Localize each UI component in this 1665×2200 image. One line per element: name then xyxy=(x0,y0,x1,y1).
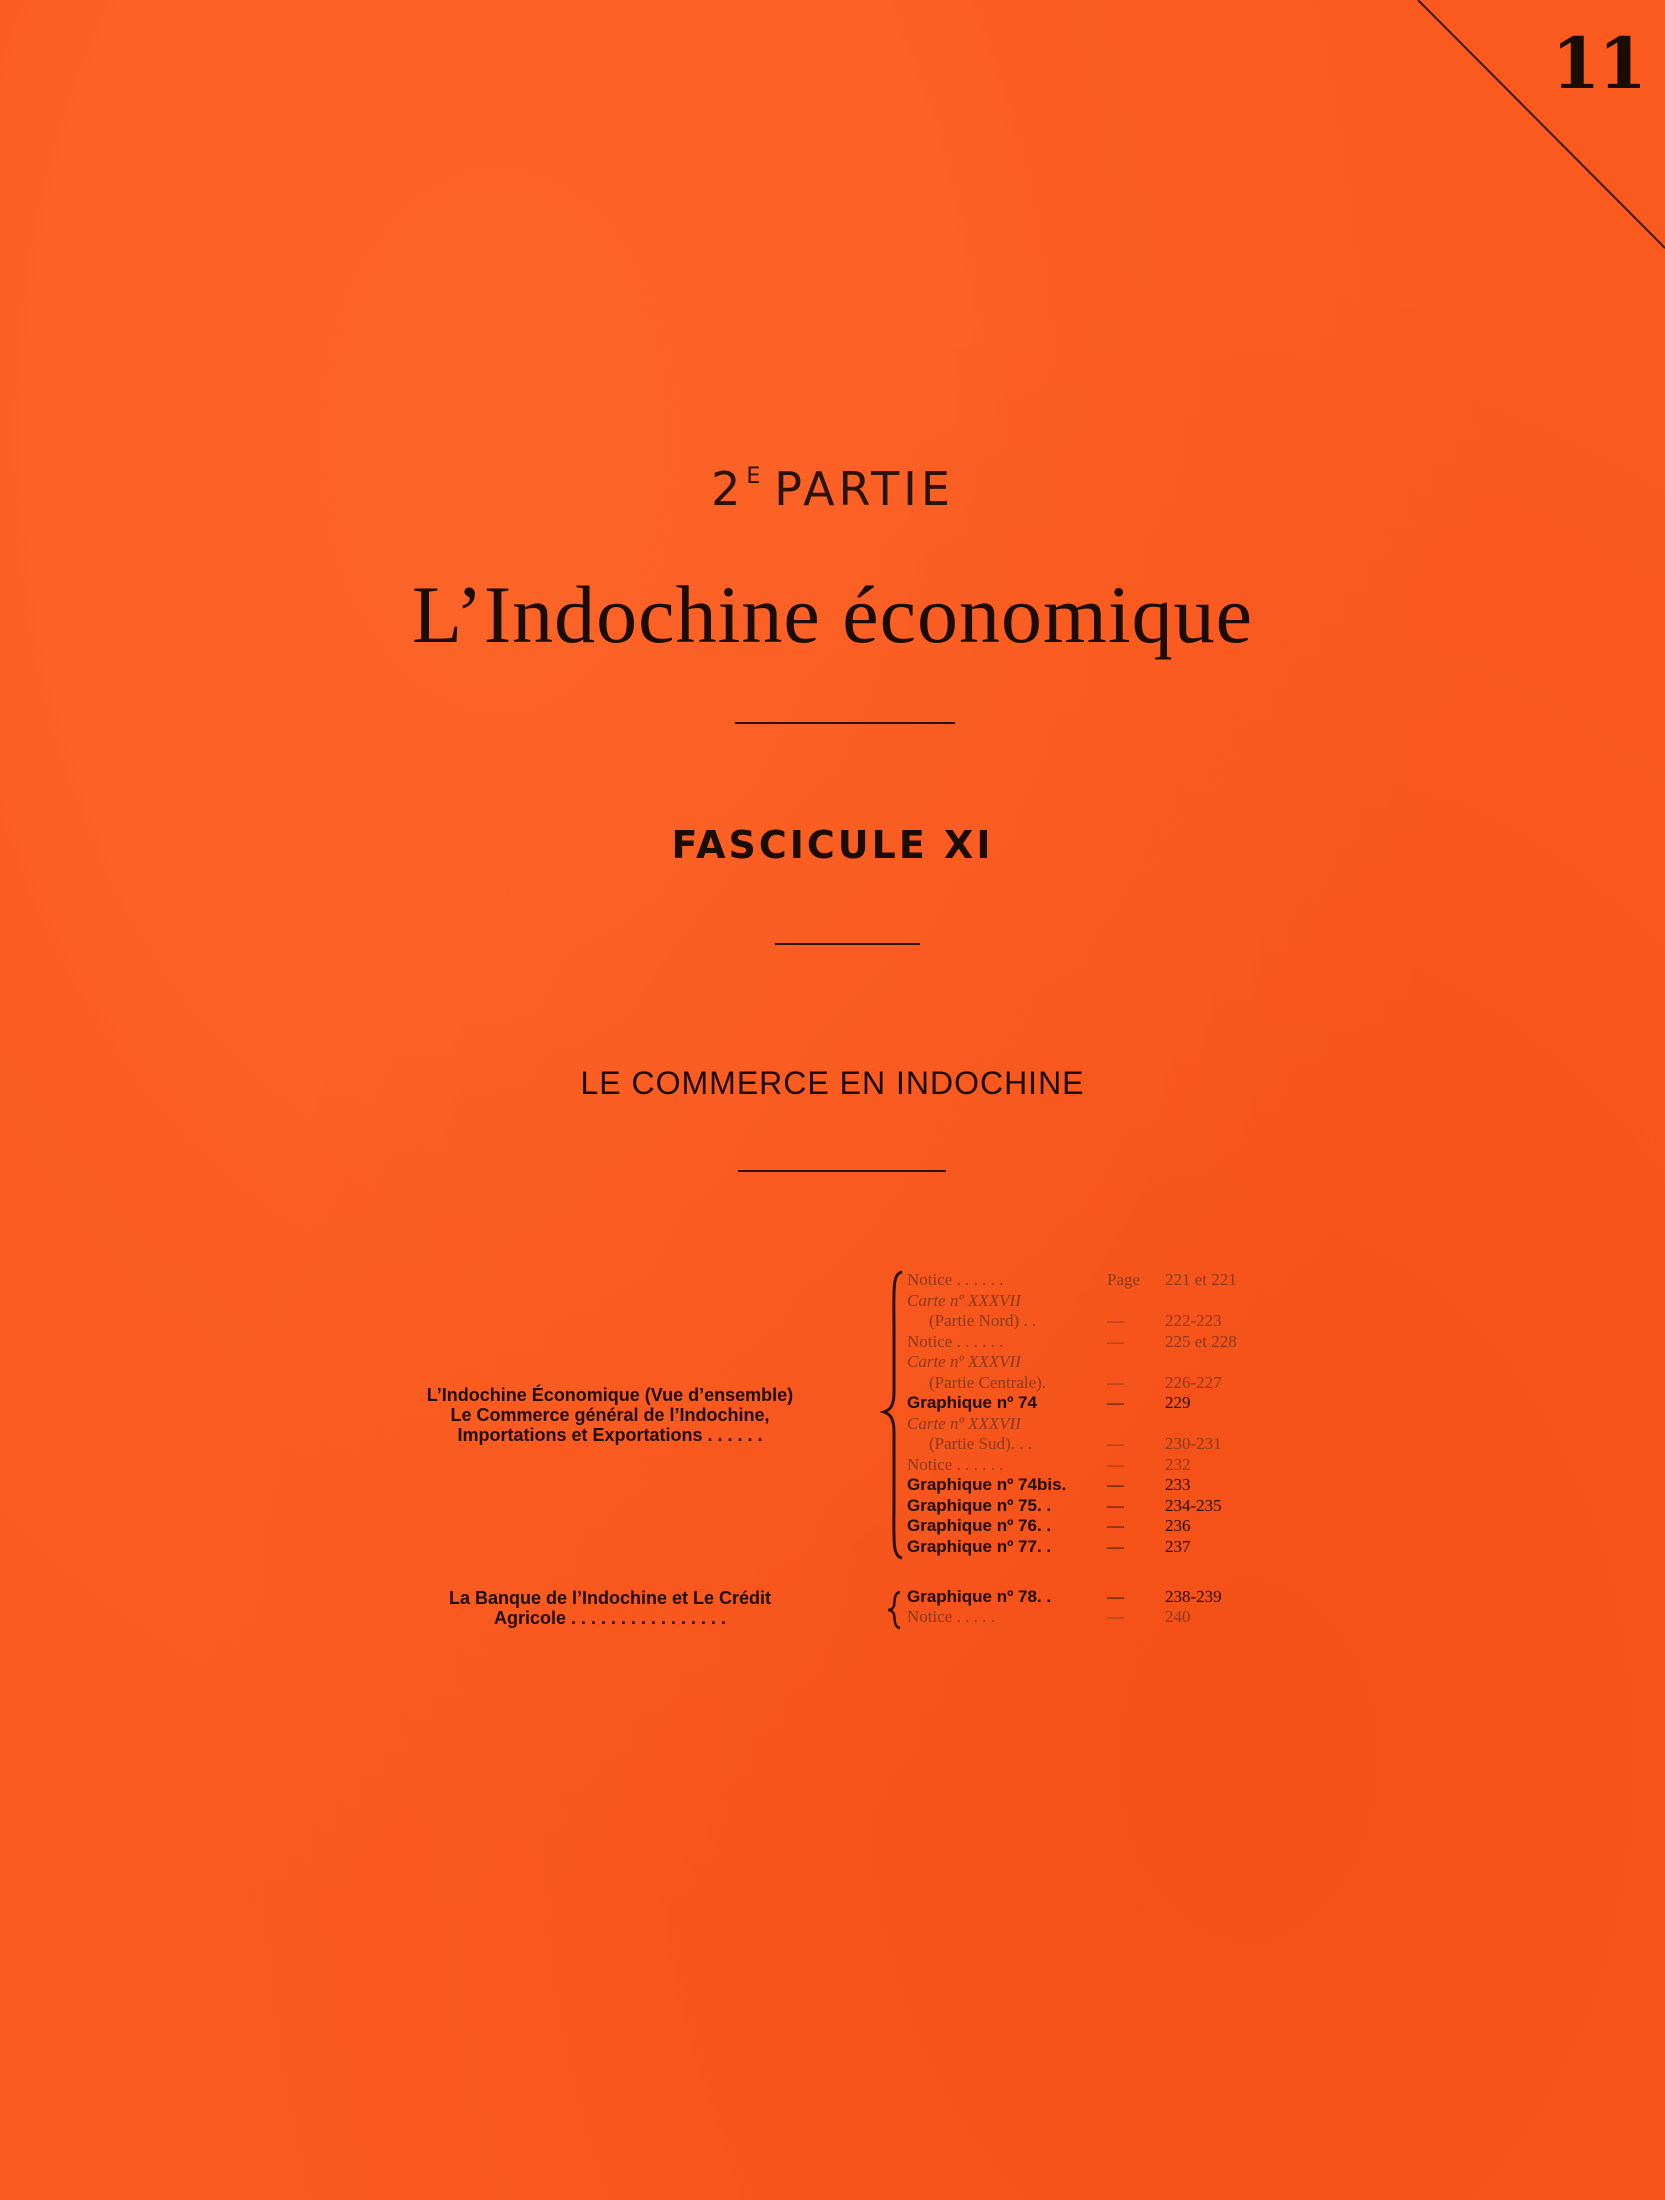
toc-entry-label: Notice . . . . . xyxy=(907,1607,995,1626)
toc-entry-sep: — xyxy=(1107,1311,1124,1330)
toc-entry-page: 240 xyxy=(1165,1607,1191,1626)
toc-entry-page: 232 xyxy=(1165,1455,1191,1474)
toc-entry xyxy=(907,1373,1247,1393)
toc-entry-page: 237 xyxy=(1165,1537,1191,1556)
toc-entry-label: (Partie Sud). . . xyxy=(929,1434,1032,1453)
page-number: 11 xyxy=(1551,22,1645,105)
toc-entry-label: Carte nº XXXVII xyxy=(907,1352,1021,1371)
toc-entry-sep: — xyxy=(1107,1393,1124,1412)
toc-section-1-brace xyxy=(880,1270,910,1560)
toc-entry-sep: — xyxy=(1107,1332,1124,1351)
toc-entry xyxy=(907,1311,1247,1331)
toc-section-2-title xyxy=(330,1588,890,1628)
toc-entry-sep: — xyxy=(1107,1455,1124,1474)
partie-superscript: E xyxy=(746,464,761,489)
toc-entry-label: Graphique nº 78. . xyxy=(907,1587,1052,1606)
toc-entry-sep: — xyxy=(1107,1373,1124,1392)
corner-fold-line xyxy=(0,0,1665,260)
toc-entry-page: 226-227 xyxy=(1165,1373,1222,1392)
toc-entry-label: Notice . . . . . . xyxy=(907,1332,1004,1351)
toc-section-1-title xyxy=(330,1385,890,1445)
toc-entry xyxy=(907,1434,1247,1454)
toc-entry-page: 233 xyxy=(1165,1475,1191,1494)
toc-entry-page: 221 et 221 xyxy=(1165,1270,1237,1289)
toc-entry xyxy=(907,1607,1247,1627)
toc-entry-label: Graphique nº 75. . xyxy=(907,1496,1052,1515)
toc-entry xyxy=(907,1516,1247,1536)
toc-section-2-line-1: La Banque de l’Indochine et Le Crédit xyxy=(448,1588,772,1608)
toc-entry xyxy=(907,1455,1247,1475)
toc-entry xyxy=(907,1587,1247,1607)
partie-label: PARTIE xyxy=(774,462,954,516)
toc-section-2-brace xyxy=(884,1590,908,1630)
toc-entry-label: Carte nº XXXVII xyxy=(907,1414,1021,1433)
toc-section-2-line-2: Agricole . . . . . . . . . . . . . . . . xyxy=(493,1608,727,1628)
toc-entry-sep: — xyxy=(1107,1475,1124,1494)
toc-entry xyxy=(907,1291,1247,1311)
toc-entry xyxy=(907,1270,1247,1290)
toc-entry xyxy=(907,1352,1247,1372)
page-title: L’Indochine économique xyxy=(412,569,1253,660)
toc-entry-label: Graphique nº 74bis. xyxy=(907,1475,1067,1494)
toc-entry xyxy=(907,1537,1247,1557)
toc-entry-label: Carte nº XXXVII xyxy=(907,1291,1021,1310)
toc-entry-label: Graphique nº 77. . xyxy=(907,1537,1052,1556)
fascicule-heading: FASCICULE XI xyxy=(671,823,994,867)
toc-entry-label: Notice . . . . . . xyxy=(907,1270,1004,1289)
toc-entry-sep: — xyxy=(1107,1516,1124,1535)
toc-entry-sep: Page xyxy=(1107,1270,1141,1289)
divider-3 xyxy=(738,1170,946,1172)
toc-entry-sep: — xyxy=(1107,1587,1124,1606)
partie-heading xyxy=(0,462,1665,516)
toc-entry-label: Graphique nº 74 xyxy=(907,1393,1037,1412)
toc-entry-label: (Partie Centrale). xyxy=(929,1373,1047,1392)
toc-entry-page: 225 et 228 xyxy=(1165,1332,1237,1351)
toc-entry-label: Notice . . . . . . xyxy=(907,1455,1004,1474)
divider-1 xyxy=(735,722,955,724)
toc-entry-sep: — xyxy=(1107,1607,1124,1626)
toc-entry-label: Graphique nº 76. . xyxy=(907,1516,1052,1535)
toc-entry-page: 238-239 xyxy=(1165,1587,1222,1606)
toc-entry xyxy=(907,1496,1247,1516)
toc-section-1-line-1: L’Indochine Économique (Vue d’ensemble) xyxy=(426,1385,794,1405)
toc-section-1-line-2: Le Commerce général de l’Indochine, xyxy=(450,1405,770,1425)
toc-entry-page: 234-235 xyxy=(1165,1496,1222,1515)
toc-entry-label: (Partie Nord) . . xyxy=(929,1311,1037,1330)
toc-section-1-line-3: Importations et Exportations . . . . . . xyxy=(457,1425,763,1445)
toc-entry-page: 230-231 xyxy=(1165,1434,1222,1453)
toc-entry xyxy=(907,1332,1247,1352)
toc-entry-page: 229 xyxy=(1165,1393,1191,1412)
toc-entry-page: 236 xyxy=(1165,1516,1191,1535)
toc-entry-page: 222-223 xyxy=(1165,1311,1222,1330)
toc-entry xyxy=(907,1475,1247,1495)
toc-entry xyxy=(907,1393,1247,1413)
toc-entry xyxy=(907,1414,1247,1434)
subject-heading: LE COMMERCE EN INDOCHINE xyxy=(580,1065,1085,1101)
toc-entry-sep: — xyxy=(1107,1496,1124,1515)
partie-number: 2 xyxy=(711,462,745,516)
toc-entry-sep: — xyxy=(1107,1537,1124,1556)
divider-2 xyxy=(775,943,920,945)
toc-entry-sep: — xyxy=(1107,1434,1124,1453)
